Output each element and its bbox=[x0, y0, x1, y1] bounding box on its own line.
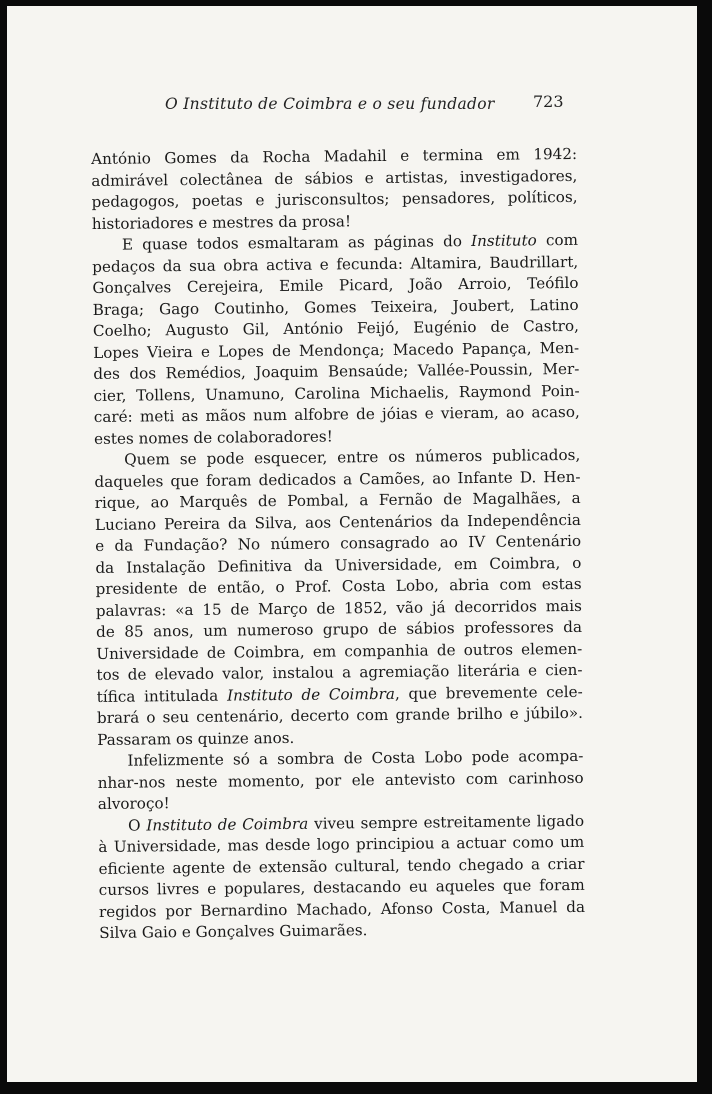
running-header: O Instituto de Coimbra e o seu fundador bbox=[165, 95, 495, 113]
italic-title: Instituto de Coimbra bbox=[226, 684, 396, 705]
text-line: caré: meti as mãos num alfobre de jóias e vieram, ao acaso, bbox=[93, 402, 580, 426]
text-line: Infelizmente só a sombra de Costa Lobo pode acompa- bbox=[127, 746, 584, 770]
text-line: nhar-nos neste momento, por ele antevisto com carinhoso bbox=[97, 768, 584, 792]
text-line: António Gomes da Rocha Madahil e termina em 1942: bbox=[91, 144, 578, 168]
text-line: Braga; Gago Coutinho, Gomes Teixeira, Joubert, Latino bbox=[92, 295, 579, 319]
text-line: Gonçalves Cerejeira, Emile Picard, João Arroio, Teófilo bbox=[92, 273, 579, 297]
text-line: daqueles que foram dedicados a Camões, ao Infante D. Hen- bbox=[94, 467, 581, 491]
text-line: e da Fundação? No número consagrado ao IV Centenário bbox=[95, 531, 582, 555]
page-number: 723 bbox=[533, 92, 564, 111]
text-line: admirável colectânea de sábios e artistas, investigadores, bbox=[91, 166, 578, 190]
book-page bbox=[7, 6, 697, 1082]
text-line: brará o seu centenário, decerto com grande brilho e júbilo». bbox=[96, 703, 584, 727]
text-line: Silva Gaio e Gonçalves Guimarães. bbox=[99, 921, 368, 942]
text-line: presidente de então, o Prof. Costa Lobo, abria com estas bbox=[95, 574, 582, 598]
text-line: tos de elevado valor, instalou a agremiação literária e cien- bbox=[96, 660, 583, 684]
text-line: rique, ao Marquês de Pombal, a Fernão de Magalhães, a bbox=[94, 488, 581, 512]
text-line: eficiente agente de extensão cultural, tendo chegado a criar bbox=[98, 854, 585, 878]
body-text bbox=[91, 144, 585, 945]
text-line: à Universidade, mas desde logo principiou a actuar como um bbox=[98, 832, 585, 856]
text-line: de 85 anos, um numeroso grupo de sábios professores da bbox=[95, 617, 583, 641]
text-line: Passaram os quinze anos. bbox=[97, 728, 295, 749]
text-line: Universidade de Coimbra, em companhia de outros elemen- bbox=[96, 639, 583, 663]
text-line: Coelho; Augusto Gil, António Feijó, Eugénio de Castro, bbox=[92, 316, 579, 340]
text-line: E quase todos esmaltaram as páginas do Instituto com bbox=[121, 230, 579, 254]
text-line: da Instalação Definitiva da Universidade, em Coimbra, o bbox=[95, 553, 582, 577]
text-line-italic-title: O Instituto de Coimbra viveu sempre estreitamente ligado bbox=[127, 811, 585, 835]
text-line: Lopes Vieira e Lopes de Mendonça; Macedo Papança, Men- bbox=[93, 338, 580, 362]
italic-title: Instituto de Coimbra bbox=[146, 814, 309, 834]
text-line: palavras: «a 15 de Março de 1852, vão já decorridos mais bbox=[95, 596, 582, 620]
text-line: alvoroço! bbox=[97, 794, 170, 813]
text-line: historiadores e mestres da prosa! bbox=[91, 211, 352, 233]
text-line: cursos livres e populares, destacando eu aqueles que foram bbox=[98, 875, 585, 899]
text-line: Luciano Pereira da Silva, aos Centenários da Independência bbox=[94, 510, 581, 534]
text-line-italic-title: tífica intitulada Instituto de Coimbra, que brevemente cele- bbox=[96, 682, 583, 706]
text-line: cier, Tollens, Unamuno, Carolina Michaelis, Raymond Poin- bbox=[93, 381, 580, 405]
text-line: regidos por Bernardino Machado, Afonso Costa, Manuel da bbox=[98, 897, 586, 921]
text-line: Quem se pode esquecer, entre os números publicados, bbox=[124, 445, 581, 469]
text-line: pedaços da sua obra activa e fecunda: Altamira, Baudrillart, bbox=[92, 252, 579, 276]
text-line: pedagogos, poetas e jurisconsultos; pensadores, políticos, bbox=[91, 187, 578, 211]
italic-title: Instituto bbox=[470, 231, 537, 251]
text-line: des dos Remédios, Joaquim Bensaúde; Vallée-Poussin, Mer- bbox=[93, 359, 580, 383]
text-line: estes nomes de colaboradores! bbox=[93, 426, 333, 448]
